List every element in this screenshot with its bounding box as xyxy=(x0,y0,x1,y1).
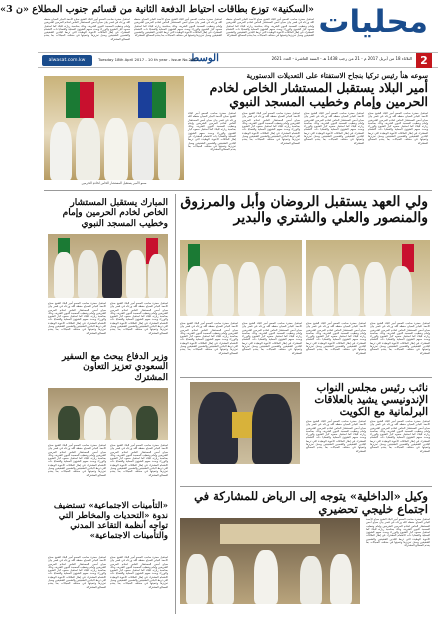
page-number: 2 xyxy=(416,53,432,68)
mubarak-photo xyxy=(48,234,168,298)
masthead xyxy=(0,0,438,52)
top-teaser-col-1: استقبل حضرة صاحب السمو أمير البلاد الشيخ صباح الأحمد الجابر الصباح حفظه الله ورعاه في قصر بيان صباح أمس المستشار الخاص لخادم الحرمين الشريفين وإمام وخطيب المسجد النبوي الشريف وذلك بمناسبة زيارته للبلاد كما استقبل سموه كبار الشيوخ والوزراء وبحث معهم الشؤون المحلية والقضايا ذات الاهتمام المشترك في إطار العلاقات الأخوية الوطيدة التي تربط البلدين الشقيقين والشعبين الشقيقين وسبل تعزيزها وتنميتها في مختلف المجالات بما يخدم المصالح المشتركة xyxy=(226,18,314,38)
parliament-photo xyxy=(190,382,300,464)
crown-text-col-4: استقبل حضرة صاحب السمو أمير البلاد الشيخ صباح الأحمد الجابر الصباح حفظه الله ورعاه في قصر بيان صباح أمس المستشار الخاص لخادم الحرمين الشريفين وإمام وخطيب المسجد النبوي الشريف وذلك بمناسبة زيارته للبلاد كما استقبل سموه كبار الشيوخ والوزراء وبحث معهم الشؤون المحلية والقضايا ذات الاهتمام المشترك في إطار العلاقات الأخوية الوطيدة التي تربط البلدين الشقيقين والشعبين الشقيقين وسبل تعزيزها وتنميتها في مختلف المجالات بما يخدم المصالح المشتركة xyxy=(180,322,238,355)
crown-photo-left xyxy=(180,240,302,316)
divider xyxy=(44,190,432,191)
social-text-col-2: استقبل حضرة صاحب السمو أمير البلاد الشيخ صباح الأحمد الجابر الصباح حفظه الله ورعاه في قصر بيان صباح أمس المستشار الخاص لخادم الحرمين الشريفين وإمام وخطيب المسجد النبوي الشريف وذلك بمناسبة زيارته للبلاد كما استقبل سموه كبار الشيوخ والوزراء وبحث معهم الشؤون المحلية والقضايا ذات الاهتمام المشترك في إطار العلاقات الأخوية الوطيدة التي تربط البلدين الشقيقين والشعبين الشقيقين وسبل تعزيزها وتنميتها في مختلف المجالات بما يخدم المصالح المشتركة xyxy=(48,556,106,589)
social-headline: «التأمينات الاجتماعية» تستضيف ندوة «التحديات والمخاطر التي تواجه أنظمة التقاعد المدني والتأمينات الاجتماعية» xyxy=(53,501,168,541)
date-bar xyxy=(38,52,438,68)
mubarak-text-col-1: استقبل حضرة صاحب السمو أمير البلاد الشيخ صباح الأحمد الجابر الصباح حفظه الله ورعاه في قصر بيان صباح أمس المستشار الخاص لخادم الحرمين الشريفين وإمام وخطيب المسجد النبوي الشريف وذلك بمناسبة زيارته للبلاد كما استقبل سموه كبار الشيوخ والوزراء وبحث معهم الشؤون المحلية والقضايا ذات الاهتمام المشترك في إطار العلاقات الأخوية الوطيدة التي تربط البلدين الشقيقين والشعبين الشقيقين وسبل تعزيزها وتنميتها في مختلف المجالات بما يخدم المصالح المشتركة xyxy=(110,302,168,335)
defense-text-col-1: استقبل حضرة صاحب السمو أمير البلاد الشيخ صباح الأحمد الجابر الصباح حفظه الله ورعاه في قصر بيان صباح أمس المستشار الخاص لخادم الحرمين الشريفين وإمام وخطيب المسجد النبوي الشريف وذلك بمناسبة زيارته للبلاد كما استقبل سموه كبار الشيوخ والوزراء وبحث معهم الشؤون المحلية والقضايا ذات الاهتمام المشترك في إطار العلاقات الأخوية الوطيدة التي تربط البلدين الشقيقين والشعبين الشقيقين وسبل تعزيزها وتنميتها في مختلف المجالات بما يخدم المصالح المشتركة xyxy=(110,444,168,477)
date-line-english: Tuesday 18th April 2017 - 10 th year - Issue No.2621 xyxy=(98,57,199,62)
website-text: alwasat.com.kw xyxy=(48,58,86,63)
amir-text-col-1: استقبل حضرة صاحب السمو أمير البلاد الشيخ صباح الأحمد الجابر الصباح حفظه الله ورعاه في قصر بيان صباح أمس المستشار الخاص لخادم الحرمين الشريفين وإمام وخطيب المسجد النبوي الشريف وذلك بمناسبة زيارته للبلاد كما استقبل سموه كبار الشيوخ والوزراء وبحث معهم الشؤون المحلية والقضايا ذات الاهتمام المشترك في إطار العلاقات الأخوية الوطيدة التي تربط البلدين الشقيقين والشعبين الشقيقين وسبل تعزيزها وتنميتها في مختلف المجالات بما يخدم المصالح المشتركة xyxy=(368,112,428,145)
social-text-col-1: استقبل حضرة صاحب السمو أمير البلاد الشيخ صباح الأحمد الجابر الصباح حفظه الله ورعاه في قصر بيان صباح أمس المستشار الخاص لخادم الحرمين الشريفين وإمام وخطيب المسجد النبوي الشريف وذلك بمناسبة زيارته للبلاد كما استقبل سموه كبار الشيوخ والوزراء وبحث معهم الشؤون المحلية والقضايا ذات الاهتمام المشترك في إطار العلاقات الأخوية الوطيدة التي تربط البلدين الشقيقين والشعبين الشقيقين وسبل تعزيزها وتنميتها في مختلف المجالات بما يخدم المصالح المشتركة xyxy=(110,556,168,589)
website-badge xyxy=(42,55,92,66)
divider xyxy=(180,486,432,487)
interior-photo xyxy=(180,518,360,604)
mubarak-text-col-2: استقبل حضرة صاحب السمو أمير البلاد الشيخ صباح الأحمد الجابر الصباح حفظه الله ورعاه في قصر بيان صباح أمس المستشار الخاص لخادم الحرمين الشريفين وإمام وخطيب المسجد النبوي الشريف وذلك بمناسبة زيارته للبلاد كما استقبل سموه كبار الشيوخ والوزراء وبحث معهم الشؤون المحلية والقضايا ذات الاهتمام المشترك في إطار العلاقات الأخوية الوطيدة التي تربط البلدين الشقيقين والشعبين الشقيقين وسبل تعزيزها وتنميتها في مختلف المجالات بما يخدم المصالح المشتركة xyxy=(48,302,106,335)
amir-headline: أمير البلاد يستقبل المستشار الخاص لخادم الحرمين وإمام وخطيب المسجد النبوي xyxy=(209,80,428,110)
sidebar-left xyxy=(44,194,172,614)
section-title: محليات xyxy=(318,4,428,40)
amir-photo-caption: سمو الأمير يستقبل المستشار الخاص لخادم الحرمين xyxy=(81,181,147,185)
amir-text-col-2: استقبل حضرة صاحب السمو أمير البلاد الشيخ صباح الأحمد الجابر الصباح حفظه الله ورعاه في قصر بيان صباح أمس المستشار الخاص لخادم الحرمين الشريفين وإمام وخطيب المسجد النبوي الشريف وذلك بمناسبة زيارته للبلاد كما استقبل سموه كبار الشيوخ والوزراء وبحث معهم الشؤون المحلية والقضايا ذات الاهتمام المشترك في إطار العلاقات الأخوية الوطيدة التي تربط البلدين الشقيقين والشعبين الشقيقين وسبل تعزيزها وتنميتها في مختلف المجالات بما يخدم المصالح المشتركة xyxy=(304,112,364,145)
crown-text-col-3: استقبل حضرة صاحب السمو أمير البلاد الشيخ صباح الأحمد الجابر الصباح حفظه الله ورعاه في قصر بيان صباح أمس المستشار الخاص لخادم الحرمين الشريفين وإمام وخطيب المسجد النبوي الشريف وذلك بمناسبة زيارته للبلاد كما استقبل سموه كبار الشيوخ والوزراء وبحث معهم الشؤون المحلية والقضايا ذات الاهتمام المشترك في إطار العلاقات الأخوية الوطيدة التي تربط البلدين الشقيقين والشعبين الشقيقين وسبل تعزيزها وتنميتها في مختلف المجالات بما يخدم المصالح المشتركة xyxy=(242,322,302,355)
top-headline: «السكنية» توزع بطاقات احتياط الدفعة الثانية من قسائم جنوب المطلاع «ن 3» xyxy=(0,4,314,15)
amir-photo xyxy=(44,76,184,180)
crown-text-col-1: استقبل حضرة صاحب السمو أمير البلاد الشيخ صباح الأحمد الجابر الصباح حفظه الله ورعاه في قصر بيان صباح أمس المستشار الخاص لخادم الحرمين الشريفين وإمام وخطيب المسجد النبوي الشريف وذلك بمناسبة زيارته للبلاد كما استقبل سموه كبار الشيوخ والوزراء وبحث معهم الشؤون المحلية والقضايا ذات الاهتمام المشترك في إطار العلاقات الأخوية الوطيدة التي تربط البلدين الشقيقين والشعبين الشقيقين وسبل تعزيزها وتنميتها في مختلف المجالات بما يخدم المصالح المشتركة xyxy=(370,322,430,355)
interior-headline: وكيل «الداخلية» يتوجه إلى الرياض للمشاركة في اجتماع خليجي تحضيري xyxy=(194,489,428,517)
crown-photo-right xyxy=(306,240,430,316)
interior-text-col-1: استقبل حضرة صاحب السمو أمير البلاد الشيخ صباح الأحمد الجابر الصباح حفظه الله ورعاه في قصر بيان صباح أمس المستشار الخاص لخادم الحرمين الشريفين وإمام وخطيب المسجد النبوي الشريف وذلك بمناسبة زيارته للبلاد كما استقبل سموه كبار الشيوخ والوزراء وبحث معهم الشؤون المحلية والقضايا ذات الاهتمام المشترك في إطار العلاقات الأخوية الوطيدة التي تربط البلدين الشقيقين والشعبين الشقيقين وسبل تعزيزها وتنميتها في مختلف المجالات بما يخدم المصالح المشتركة xyxy=(366,518,430,548)
date-line-arabic: الثلاثاء 18 من أبريل 2017 م - 21 من رجب 1438 هـ - السنة العاشرة - العدد 2621 xyxy=(271,56,412,61)
sidebar-rule xyxy=(175,194,176,614)
parliament-headline: نائب رئيس مجلس النواب الإندونيسي يشيد بالعلاقات البرلمانية مع الكويت xyxy=(314,382,428,419)
mubarak-headline: المبارك يستقبل المستشار الخاص لخادم الحرمين وإمام وخطيب المسجد النبوي xyxy=(62,198,168,229)
defense-text-col-2: استقبل حضرة صاحب السمو أمير البلاد الشيخ صباح الأحمد الجابر الصباح حفظه الله ورعاه في قصر بيان صباح أمس المستشار الخاص لخادم الحرمين الشريفين وإمام وخطيب المسجد النبوي الشريف وذلك بمناسبة زيارته للبلاد كما استقبل سموه كبار الشيوخ والوزراء وبحث معهم الشؤون المحلية والقضايا ذات الاهتمام المشترك في إطار العلاقات الأخوية الوطيدة التي تربط البلدين الشقيقين والشعبين الشقيقين وسبل تعزيزها وتنميتها في مختلف المجالات بما يخدم المصالح المشتركة xyxy=(48,444,106,477)
defense-headline: وزير الدفاع يبحث مع السفير السعودي تعزيز التعاون المشترك xyxy=(61,352,168,383)
amir-text-col-3: استقبل حضرة صاحب السمو أمير البلاد الشيخ صباح الأحمد الجابر الصباح حفظه الله ورعاه في قصر بيان صباح أمس المستشار الخاص لخادم الحرمين الشريفين وإمام وخطيب المسجد النبوي الشريف وذلك بمناسبة زيارته للبلاد كما استقبل سموه كبار الشيوخ والوزراء وبحث معهم الشؤون المحلية والقضايا ذات الاهتمام المشترك في إطار العلاقات الأخوية الوطيدة التي تربط البلدين الشقيقين والشعبين الشقيقين وسبل تعزيزها وتنميتها في مختلف المجالات بما يخدم المصالح المشتركة xyxy=(242,112,300,145)
newspaper-logo: الوسط xyxy=(190,53,219,64)
divider xyxy=(180,377,432,378)
defense-photo xyxy=(48,388,168,440)
amir-kicker: سوعه هنأ رئيس تركيا بنجاح الاستفتاء على التعديلات الدستورية xyxy=(246,71,428,80)
crown-text-col-2: استقبل حضرة صاحب السمو أمير البلاد الشيخ صباح الأحمد الجابر الصباح حفظه الله ورعاه في قصر بيان صباح أمس المستشار الخاص لخادم الحرمين الشريفين وإمام وخطيب المسجد النبوي الشريف وذلك بمناسبة زيارته للبلاد كما استقبل سموه كبار الشيوخ والوزراء وبحث معهم الشؤون المحلية والقضايا ذات الاهتمام المشترك في إطار العلاقات الأخوية الوطيدة التي تربط البلدين الشقيقين والشعبين الشقيقين وسبل تعزيزها وتنميتها في مختلف المجالات بما يخدم المصالح المشتركة xyxy=(306,322,366,355)
parliament-text-col-2: استقبل حضرة صاحب السمو أمير البلاد الشيخ صباح الأحمد الجابر الصباح حفظه الله ورعاه في قصر بيان صباح أمس المستشار الخاص لخادم الحرمين الشريفين وإمام وخطيب المسجد النبوي الشريف وذلك بمناسبة زيارته للبلاد كما استقبل سموه كبار الشيوخ والوزراء وبحث معهم الشؤون المحلية والقضايا ذات الاهتمام المشترك في إطار العلاقات الأخوية الوطيدة التي تربط البلدين الشقيقين والشعبين الشقيقين وسبل تعزيزها وتنميتها في مختلف المجالات بما يخدم المصالح المشتركة xyxy=(306,420,366,453)
top-teaser-col-3: استقبل حضرة صاحب السمو أمير البلاد الشيخ صباح الأحمد الجابر الصباح حفظه الله ورعاه في قصر بيان صباح أمس المستشار الخاص لخادم الحرمين الشريفين وإمام وخطيب المسجد النبوي الشريف وذلك بمناسبة زيارته للبلاد كما استقبل سموه كبار الشيوخ والوزراء وبحث معهم الشؤون المحلية والقضايا ذات الاهتمام المشترك في إطار العلاقات الأخوية الوطيدة التي تربط البلدين الشقيقين والشعبين الشقيقين وسبل تعزيزها وتنميتها في مختلف المجالات بما يخدم المصالح المشتركة xyxy=(44,18,130,41)
crown-headline: ولي العهد يستقبل الروضان وأبل والمرزوق والمنصور والعلي والشتري والبدير xyxy=(180,194,428,227)
parliament-text-col-1: استقبل حضرة صاحب السمو أمير البلاد الشيخ صباح الأحمد الجابر الصباح حفظه الله ورعاه في قصر بيان صباح أمس المستشار الخاص لخادم الحرمين الشريفين وإمام وخطيب المسجد النبوي الشريف وذلك بمناسبة زيارته للبلاد كما استقبل سموه كبار الشيوخ والوزراء وبحث معهم الشؤون المحلية والقضايا ذات الاهتمام المشترك في إطار العلاقات الأخوية الوطيدة التي تربط البلدين الشقيقين والشعبين الشقيقين وسبل تعزيزها وتنميتها في مختلف المجالات بما يخدم المصالح المشتركة xyxy=(370,420,430,453)
amir-text-col-4: استقبل حضرة صاحب السمو أمير البلاد الشيخ صباح الأحمد الجابر الصباح حفظه الله ورعاه في قصر بيان صباح أمس المستشار الخاص لخادم الحرمين الشريفين وإمام وخطيب المسجد النبوي الشريف وذلك بمناسبة زيارته للبلاد كما استقبل سموه كبار الشيوخ والوزراء وبحث معهم الشؤون المحلية والقضايا ذات الاهتمام المشترك في إطار العلاقات الأخوية الوطيدة التي تربط البلدين الشقيقين والشعبين الشقيقين وسبل تعزيزها وتنميتها في مختلف المجالات بما يخدم المصالح المشتركة xyxy=(188,112,236,152)
top-teaser-col-2: استقبل حضرة صاحب السمو أمير البلاد الشيخ صباح الأحمد الجابر الصباح حفظه الله ورعاه في قصر بيان صباح أمس المستشار الخاص لخادم الحرمين الشريفين وإمام وخطيب المسجد النبوي الشريف وذلك بمناسبة زيارته للبلاد كما استقبل سموه كبار الشيوخ والوزراء وبحث معهم الشؤون المحلية والقضايا ذات الاهتمام المشترك في إطار العلاقات الأخوية الوطيدة التي تربط البلدين الشقيقين والشعبين الشقيقين وسبل تعزيزها وتنميتها في مختلف المجالات بما يخدم المصالح المشتركة xyxy=(134,18,222,38)
